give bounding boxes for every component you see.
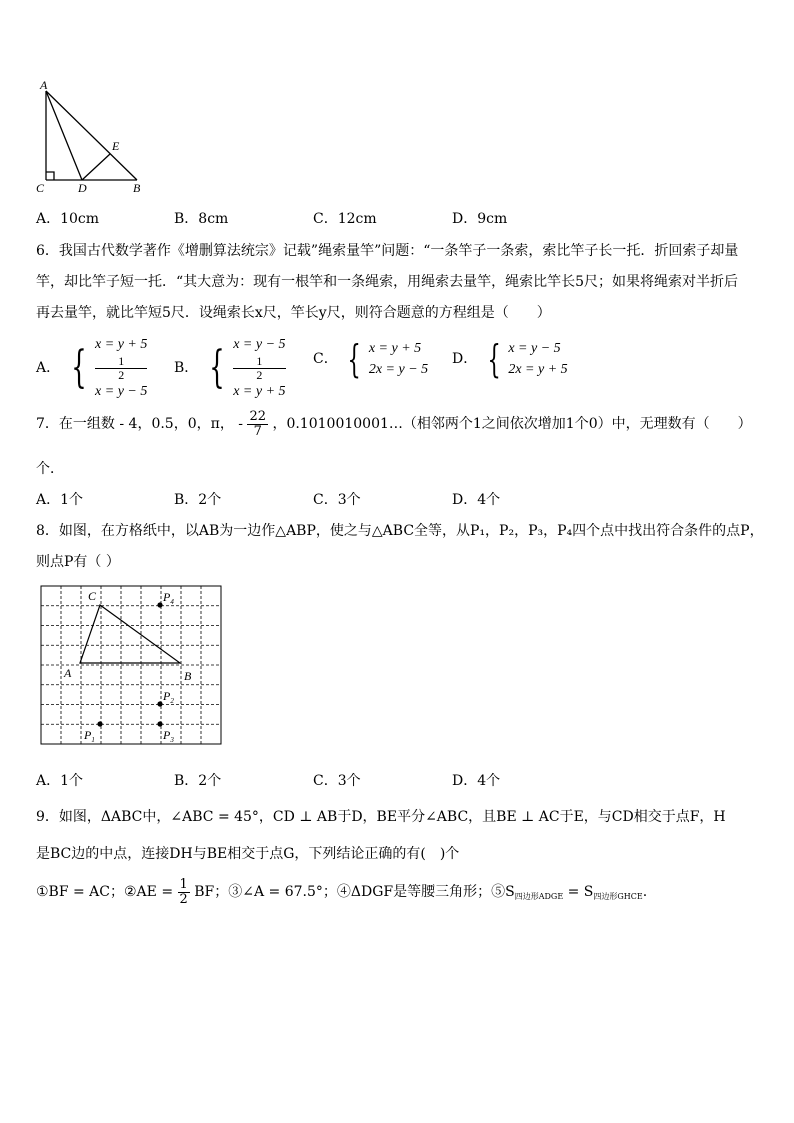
left-brace-icon: { bbox=[209, 342, 225, 394]
fig8-sub-4: 4 bbox=[170, 598, 174, 606]
fig5-label-d: D bbox=[78, 181, 87, 195]
svg-text:P1 bbox=[83, 728, 95, 744]
q6-a-half-den: 2 bbox=[118, 367, 125, 382]
q6-option-c-label: C． bbox=[313, 351, 338, 367]
q7-suffix: ，0.1010010001…（相邻两个1之间依次增加1个0）中，无理数有（ ） bbox=[272, 416, 752, 433]
q6-d-eq2: 2x = y + 5 bbox=[508, 362, 568, 377]
q9-conclusions bbox=[36, 878, 647, 906]
q7-frac-den: 7 bbox=[253, 423, 262, 439]
fig5-label-a: A bbox=[40, 78, 48, 92]
q6-option-d-label: D． bbox=[452, 351, 478, 367]
fig8-label-b: B bbox=[184, 669, 192, 683]
q9-sub-2: 四边形GHCE bbox=[593, 892, 643, 902]
q6-text-line-1: 6．我国古代数学著作《增删算法统宗》记载”绳索量竿”问题：“一条竿子一条索，索比竿子长一托．折回索子却量 bbox=[36, 243, 739, 259]
q9-frac-den: 2 bbox=[179, 891, 188, 907]
fig8-label-p1: P bbox=[84, 728, 92, 742]
q7-prefix: 7．在一组数 - 4，0.5，0，π， - bbox=[36, 416, 243, 433]
fig5-label-b: B bbox=[133, 181, 141, 195]
q7-option-a[interactable]: A．1个 bbox=[36, 492, 84, 508]
q6-option-b-label: B． bbox=[174, 360, 199, 377]
q9-eq: = S bbox=[563, 884, 594, 901]
fig8-label-p2: P bbox=[163, 689, 171, 703]
q9-sub-1: 四边形ADGE bbox=[514, 892, 564, 902]
q6-a-eq2: x = y − 5 bbox=[95, 384, 148, 400]
q6-option-a[interactable] bbox=[36, 334, 147, 402]
fig8-sub-2: 2 bbox=[170, 697, 174, 705]
q9-c2: BF；③∠A = 67.5°；④ΔDGF是等腰三角形；⑤S bbox=[194, 884, 515, 901]
q8-text-line-2: 则点P有（ ） bbox=[36, 554, 120, 570]
fig8-label-a: A bbox=[64, 666, 72, 680]
q7-text-line-1 bbox=[36, 410, 752, 438]
q6-option-c[interactable] bbox=[313, 338, 428, 380]
q6-option-a-label: A． bbox=[36, 360, 61, 377]
q6-d-eq1: x = y − 5 bbox=[508, 341, 561, 356]
q9-end: . bbox=[642, 884, 648, 901]
q9-frac-num: 1 bbox=[179, 877, 188, 892]
q8-grid-figure bbox=[38, 583, 224, 749]
q6-a-eq1: x = y + 5 bbox=[95, 337, 148, 352]
q6-text-line-2: 竿，却比竿子短一托．“其大意为：现有一根竿和一条绳索，用绳索去量竿，绳索比竿长5尺；如果将绳索对半折后 bbox=[36, 274, 739, 290]
svg-text:P3 bbox=[162, 728, 174, 744]
q5-option-b[interactable]: B．8cm bbox=[174, 211, 229, 227]
q5-option-c[interactable]: C．12cm bbox=[313, 211, 377, 227]
q6-b-half-num: 1 bbox=[233, 355, 285, 369]
fig5-label-c: C bbox=[36, 181, 45, 195]
fig8-label-p4: P bbox=[163, 590, 171, 604]
q5-option-a[interactable]: A．10cm bbox=[36, 211, 100, 227]
q9-text-line-1: 9．如图，ΔABC中，∠ABC = 45°，CD ⊥ AB于D，BE平分∠ABC，且BE ⊥ AC于E，与CD相交于点F，H bbox=[36, 809, 726, 825]
q8-text-line-1: 8．如图，在方格纸中，以AB为一边作△ABP，使之与△ABC全等，从P₁，P₂，P₃，P₄四个点中找出符合条件的点P， bbox=[36, 523, 764, 539]
fig8-label-c: C bbox=[88, 589, 97, 603]
fig5-label-e: E bbox=[112, 139, 120, 153]
q6-b-eq1: x = y − 5 bbox=[233, 337, 286, 352]
q8-option-c[interactable]: C．3个 bbox=[313, 773, 361, 789]
svg-text:P2 bbox=[162, 689, 174, 705]
q6-option-b[interactable] bbox=[174, 334, 286, 402]
q7-option-c[interactable]: C．3个 bbox=[313, 492, 361, 508]
left-brace-icon: { bbox=[70, 342, 87, 394]
q8-option-a[interactable]: A．1个 bbox=[36, 773, 84, 789]
q6-b-half-den: 2 bbox=[256, 367, 263, 382]
q6-text-line-3: 再去量竿，就比竿短5尺．设绳索长x尺，竿长y尺，则符合题意的方程组是（ ） bbox=[36, 305, 551, 321]
fig8-sub-3: 3 bbox=[170, 736, 174, 744]
q8-option-d[interactable]: D．4个 bbox=[452, 773, 501, 789]
q8-option-b[interactable]: B．2个 bbox=[174, 773, 222, 789]
q7-option-b[interactable]: B．2个 bbox=[174, 492, 222, 508]
q6-a-half-num: 1 bbox=[95, 355, 147, 369]
fig8-sub-1: 1 bbox=[91, 736, 95, 744]
q7-option-d[interactable]: D．4个 bbox=[452, 492, 501, 508]
left-brace-icon: { bbox=[347, 337, 361, 381]
fig8-label-p3: P bbox=[163, 728, 171, 742]
q7-frac-num: 22 bbox=[249, 409, 266, 424]
q6-option-d[interactable] bbox=[452, 338, 568, 380]
q6-c-eq1: x = y + 5 bbox=[368, 341, 422, 356]
q9-c1: ①BF = AC；②AE = bbox=[36, 884, 174, 901]
q9-text-line-2: 是BC边的中点，连接DH与BE相交于点G，下列结论正确的有( )个 bbox=[36, 846, 460, 862]
q7-text-line-2: 个． bbox=[36, 461, 64, 477]
q6-b-eq2: x = y + 5 bbox=[233, 384, 286, 400]
q5-option-d[interactable]: D．9cm bbox=[452, 211, 508, 227]
svg-text:P4 bbox=[162, 590, 174, 606]
left-brace-icon: { bbox=[487, 337, 501, 381]
q6-c-eq2: 2x = y − 5 bbox=[368, 362, 429, 377]
q5-triangle-figure bbox=[30, 78, 160, 198]
